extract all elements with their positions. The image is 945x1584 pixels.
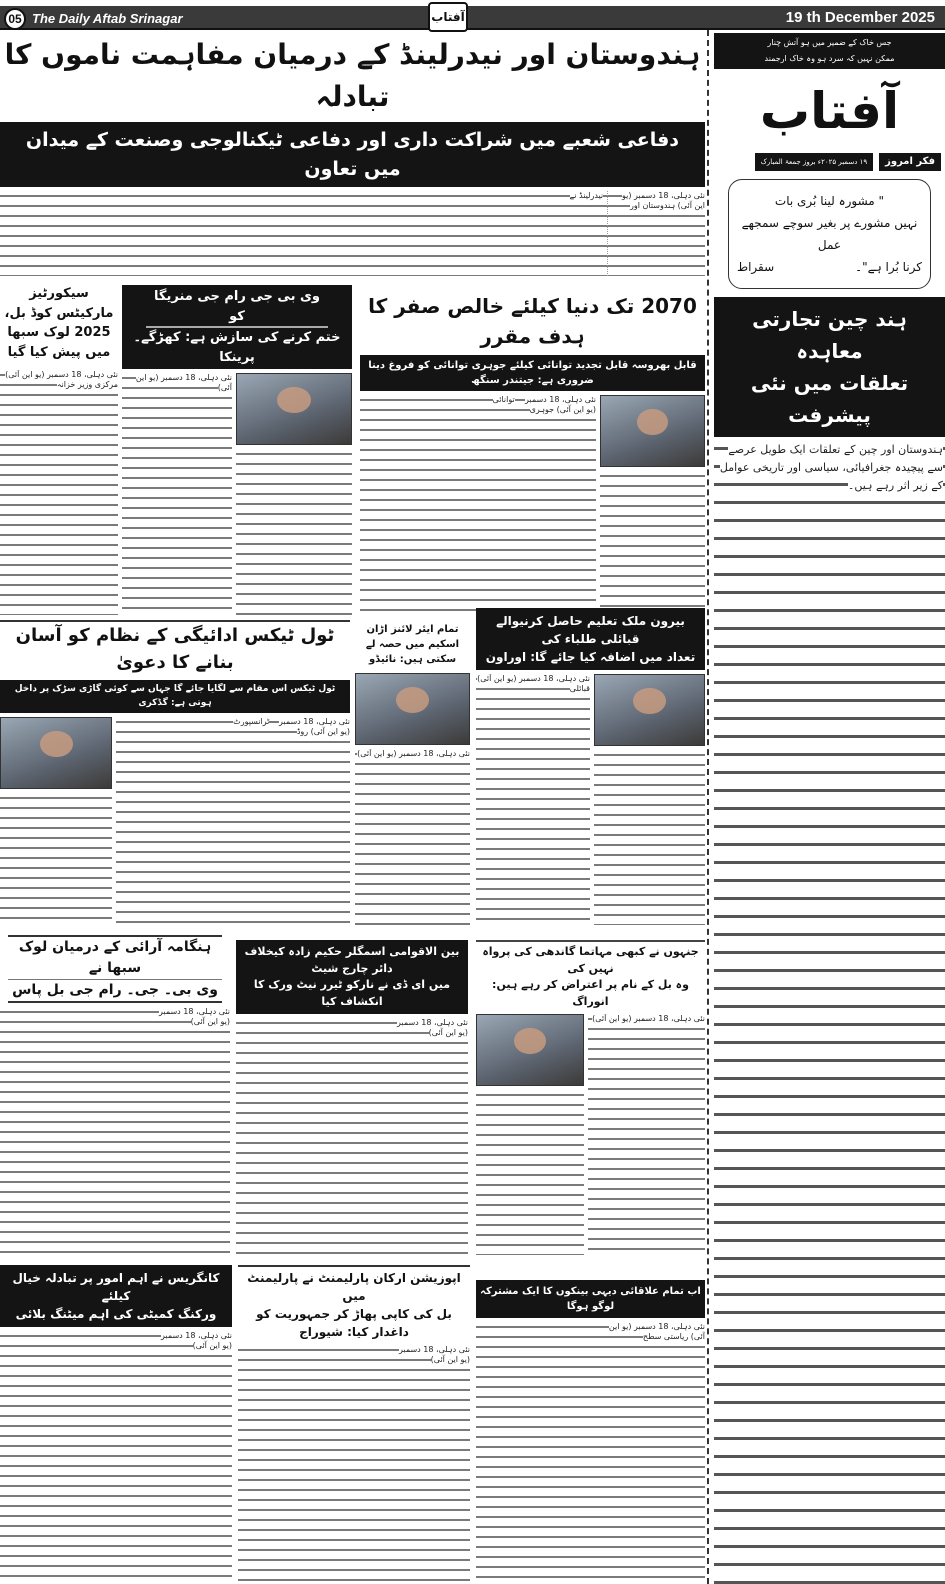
issue-date: 19 th December 2025: [785, 9, 935, 26]
small-logo: آفتاب: [428, 2, 468, 32]
minister-photo: [600, 395, 705, 467]
story-congress-cwc: کانگریس نے اہم امور پر تبادلہ خیال کیلئے ورکنگ کمیٹی کی اہم میٹنگ بلائی نئی دہلی، 18 دسمبر (یو این آئی): [0, 1265, 232, 1584]
story-lok-sabha-bill: ہنگامہ آرائی کے درمیان لوک سبھا نے وی بی۔ جی۔ رام جی بل پاس نئی دہلی، 18 دسمبر (یو این آئی): [0, 935, 230, 1255]
story-securities: سیکورٹیز مارکیٹس کوڈ بل، 2025 لوک سبھا میں پیش کیا گیا نئی دہلی، 18 دسمبر (یو این آئی) مرکزی وزیر خزانہ: [0, 280, 118, 615]
quote-box: " مشورہ لینا بُری بات نہیں مشورے پر بغیر سوچے سمجھے عمل کرنا بُرا ہے"۔ سقراط: [728, 179, 931, 289]
editorial-body: ہندوستان اور چین کے تعلقات ایک طویل عرصے سے پیچیدہ جغرافیائی، سیاسی اور تاریخی عوامل کے زیر اثر رہے ہیں۔: [714, 441, 945, 1584]
page-number: 05: [4, 8, 26, 30]
lead-headline: ہندوستان اور نیدرلینڈ کے درمیان مفاہمت ناموں کا تبادلہ: [4, 38, 701, 113]
story-rural-banks: اب تمام علاقائی دیہی بینکوں کا ایک مشترکہ لوگو ہوگا نئی دہلی، 18 دسمبر (یو این آئی) ریاستی سطح: [476, 1280, 705, 1584]
story-shivraj: اپوزیشن ارکان پارلیمنٹ نے پارلیمنٹ میں بل کی کاپی پھاڑ کر جمہوریت کو داغدار کیا: شیوراج نئی دہلی، 18 دسمبر (یو این آئی): [238, 1265, 470, 1584]
story-net-zero: 2070 تک دنیا کیلئے خالص صفر کا ہدف مقرر قابل بھروسہ قابل تجدید توانائی کیلئے جوہری توانائی کو فروغ دینا ضروری ہے: جیتندر سنگھ نئی دہلی، 18 دسمبر (یو این آئی) جوہری توانائی: [360, 285, 705, 615]
naidu-photo: [355, 673, 470, 745]
story-narco-terror: بین الاقوامی اسمگلر حکیم زادہ کیخلاف دائر چارج شیٹ میں ای ڈی نے نارکو ٹیرر نیٹ ورک کا انکشاف کیا نئی دہلی، 18 دسمبر (یو این آئی): [236, 940, 468, 1255]
lead-subheadline: دفاعی شعبے میں شراکت داری اور دفاعی ٹیکنالوجی وصنعت کے میدان میں تعاون: [0, 122, 705, 187]
gadkari-photo: [0, 717, 112, 789]
story-airlines: تمام ایئر لائنز اڑان اسکیم میں حصہ لے سکتی ہیں: نائیڈو نئی دہلی، 18 دسمبر (یو این آئی): [355, 620, 470, 925]
column-divider: [707, 30, 709, 1584]
lead-story: [0, 34, 705, 276]
lead-story-body: نئی دہلی، 18 دسمبر (یو این آئی) ہندوستان اور نیدرلینڈ نے: [0, 191, 705, 276]
masthead-logo: آفتاب: [759, 82, 900, 140]
story-tribal-students: بیرون ملک تعلیم حاصل کرنیوالے قبائلی طلباء کی تعداد میں اضافہ کیا جائے گا: اوراون نئی دہلی، 18 دسمبر (یو این آئی) قبائلی: [476, 608, 705, 925]
leaders-photo: [236, 373, 352, 445]
oraon-photo: [594, 674, 705, 746]
story-toll-tax: ٹول ٹیکس ادائیگی کے نظام کو آسان بنانے کا دعویٰ ٹول ٹیکس اس مقام سے لگایا جائے گا جہاں سے کوئی گاڑی سڑک پر داخل ہوتی ہے: گڈکری نئی دہلی، 18 دسمبر (یو این آئی) روڈ ٹرانسپورٹ: [0, 620, 350, 925]
masthead-couplet: جس خاک کے ضمیر میں ہو آتش چنار ممکن نہیں کہ سرد ہو وہ خاک ارجمند: [714, 33, 945, 69]
story-anurag: جنہوں نے کبھی مہاتما گاندھی کی پرواہ نہیں کی وہ بل کے نام پر اعتراض کر رہے ہیں: انوراگ نئی دہلی، 18 دسمبر (یو این آئی): [476, 940, 705, 1255]
quote-author: سقراط: [737, 260, 775, 274]
section-label: فکر امروز: [879, 153, 941, 171]
paper-name: The Daily Aftab Srinagar: [32, 11, 183, 26]
editorial-headline: ہند چین تجارتی معاہدہ تعلقات میں نئی پیشرفت: [714, 297, 945, 437]
story-priyanka: وی بی جی رام جی منریگا کو ختم کرنے کی سازش ہے: کھڑگے۔ پرینکا نئی دہلی، 18 دسمبر (یو این آئی): [122, 285, 352, 615]
right-column: [714, 33, 945, 1584]
masthead-date: ۱۹ دسمبر ۲۰۲۵ء بروز جمعۃ المبارک: [755, 153, 873, 171]
anurag-photo: [476, 1014, 584, 1086]
